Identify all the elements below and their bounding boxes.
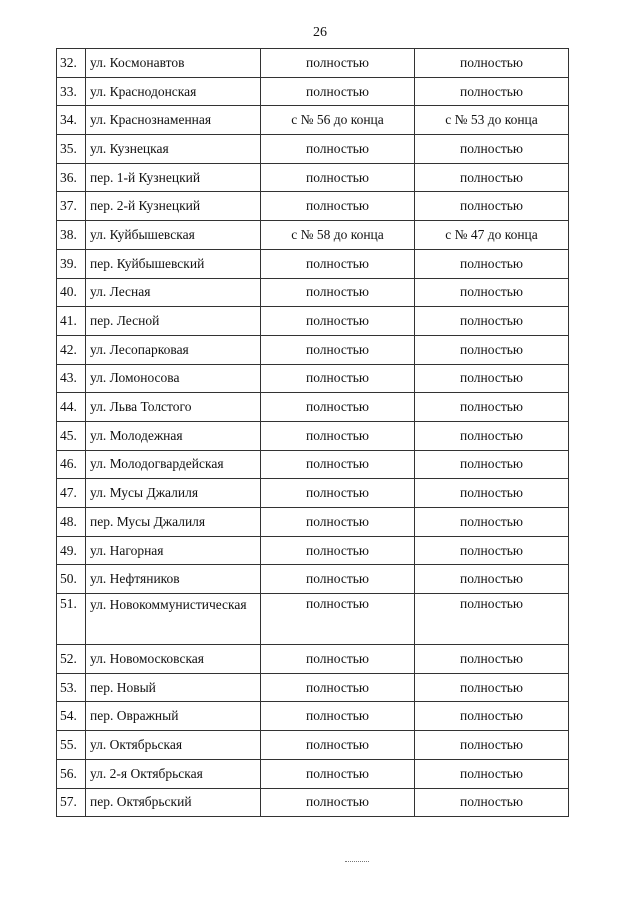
street-name: ул. Мусы Джалиля xyxy=(86,479,261,508)
street-name: пер. Мусы Джалиля xyxy=(86,508,261,537)
table-row xyxy=(57,192,569,221)
odd-side: с № 53 до конца xyxy=(415,106,569,135)
table-row xyxy=(57,278,569,307)
table-row xyxy=(57,759,569,788)
street-name: ул. Куйбышевская xyxy=(86,221,261,250)
odd-side: полностью xyxy=(415,645,569,674)
row-number: 39. xyxy=(57,249,86,278)
even-side: полностью xyxy=(261,135,415,164)
even-side: полностью xyxy=(261,759,415,788)
odd-side: полностью xyxy=(415,702,569,731)
even-side: полностью xyxy=(261,565,415,594)
row-number: 55. xyxy=(57,731,86,760)
row-number: 56. xyxy=(57,759,86,788)
even-side: полностью xyxy=(261,731,415,760)
even-side: полностью xyxy=(261,192,415,221)
row-number: 44. xyxy=(57,393,86,422)
row-number: 34. xyxy=(57,106,86,135)
street-name: ул. Октябрьская xyxy=(86,731,261,760)
even-side: полностью xyxy=(261,788,415,817)
odd-side: полностью xyxy=(415,479,569,508)
odd-side: полностью xyxy=(415,421,569,450)
street-name: ул. Космонавтов xyxy=(86,49,261,78)
odd-side: полностью xyxy=(415,278,569,307)
odd-side: полностью xyxy=(415,673,569,702)
table-row xyxy=(57,335,569,364)
street-name: ул. Лесная xyxy=(86,278,261,307)
row-number: 46. xyxy=(57,450,86,479)
street-name: пер. 2-й Кузнецкий xyxy=(86,192,261,221)
even-side: полностью xyxy=(261,335,415,364)
street-name: ул. Краснодонская xyxy=(86,77,261,106)
table-row xyxy=(57,731,569,760)
street-name: пер. Новый xyxy=(86,673,261,702)
row-number: 45. xyxy=(57,421,86,450)
streets-table-body xyxy=(57,49,569,817)
odd-side: полностью xyxy=(415,335,569,364)
odd-side: полностью xyxy=(415,163,569,192)
table-row xyxy=(57,594,569,645)
row-number: 41. xyxy=(57,307,86,336)
table-row xyxy=(57,450,569,479)
street-name: ул. Лесопарковая xyxy=(86,335,261,364)
odd-side: полностью xyxy=(415,565,569,594)
even-side: полностью xyxy=(261,249,415,278)
even-side: с № 56 до конца xyxy=(261,106,415,135)
even-side: полностью xyxy=(261,479,415,508)
odd-side: полностью xyxy=(415,731,569,760)
even-side: полностью xyxy=(261,421,415,450)
street-name: ул. 2-я Октябрьская xyxy=(86,759,261,788)
odd-side: полностью xyxy=(415,364,569,393)
even-side: полностью xyxy=(261,364,415,393)
odd-side: полностью xyxy=(415,393,569,422)
odd-side: полностью xyxy=(415,307,569,336)
row-number: 43. xyxy=(57,364,86,393)
row-number: 40. xyxy=(57,278,86,307)
street-name: пер. Овражный xyxy=(86,702,261,731)
street-name: пер. Лесной xyxy=(86,307,261,336)
table-row xyxy=(57,135,569,164)
row-number: 37. xyxy=(57,192,86,221)
streets-table xyxy=(56,48,569,817)
street-name: ул. Новокоммунистическая xyxy=(86,594,261,645)
table-row xyxy=(57,645,569,674)
odd-side: полностью xyxy=(415,450,569,479)
even-side: с № 58 до конца xyxy=(261,221,415,250)
street-name: пер. Октябрьский xyxy=(86,788,261,817)
row-number: 48. xyxy=(57,508,86,537)
row-number: 49. xyxy=(57,536,86,565)
table-row xyxy=(57,221,569,250)
row-number: 50. xyxy=(57,565,86,594)
table-row xyxy=(57,673,569,702)
table-row xyxy=(57,788,569,817)
odd-side: полностью xyxy=(415,249,569,278)
street-name: ул. Краснознаменная xyxy=(86,106,261,135)
row-number: 36. xyxy=(57,163,86,192)
even-side: полностью xyxy=(261,307,415,336)
row-number: 38. xyxy=(57,221,86,250)
footer-mark xyxy=(345,861,369,865)
even-side: полностью xyxy=(261,645,415,674)
even-side: полностью xyxy=(261,536,415,565)
street-name: ул. Кузнецкая xyxy=(86,135,261,164)
even-side: полностью xyxy=(261,594,415,645)
even-side: полностью xyxy=(261,702,415,731)
table-row xyxy=(57,77,569,106)
even-side: полностью xyxy=(261,77,415,106)
odd-side: полностью xyxy=(415,759,569,788)
street-name: ул. Молодежная xyxy=(86,421,261,450)
row-number: 35. xyxy=(57,135,86,164)
row-number: 52. xyxy=(57,645,86,674)
table-row xyxy=(57,49,569,78)
table-row xyxy=(57,565,569,594)
table-row xyxy=(57,364,569,393)
table-row xyxy=(57,307,569,336)
row-number: 57. xyxy=(57,788,86,817)
street-name: ул. Льва Толстого xyxy=(86,393,261,422)
table-row xyxy=(57,106,569,135)
odd-side: полностью xyxy=(415,49,569,78)
odd-side: полностью xyxy=(415,135,569,164)
table-row xyxy=(57,393,569,422)
odd-side: полностью xyxy=(415,594,569,645)
even-side: полностью xyxy=(261,49,415,78)
row-number: 42. xyxy=(57,335,86,364)
odd-side: с № 47 до конца xyxy=(415,221,569,250)
table-row xyxy=(57,536,569,565)
table-row xyxy=(57,249,569,278)
row-number: 32. xyxy=(57,49,86,78)
street-name: ул. Молодогвардейская xyxy=(86,450,261,479)
table-row xyxy=(57,479,569,508)
street-name: ул. Нагорная xyxy=(86,536,261,565)
odd-side: полностью xyxy=(415,192,569,221)
street-name: ул. Новомосковская xyxy=(86,645,261,674)
street-name: ул. Нефтяников xyxy=(86,565,261,594)
odd-side: полностью xyxy=(415,508,569,537)
row-number: 54. xyxy=(57,702,86,731)
page-number: 26 xyxy=(313,25,327,40)
row-number: 51. xyxy=(57,594,86,645)
even-side: полностью xyxy=(261,673,415,702)
odd-side: полностью xyxy=(415,77,569,106)
table-row xyxy=(57,421,569,450)
even-side: полностью xyxy=(261,163,415,192)
table-row xyxy=(57,163,569,192)
even-side: полностью xyxy=(261,450,415,479)
street-name: пер. 1-й Кузнецкий xyxy=(86,163,261,192)
even-side: полностью xyxy=(261,278,415,307)
row-number: 33. xyxy=(57,77,86,106)
even-side: полностью xyxy=(261,508,415,537)
odd-side: полностью xyxy=(415,536,569,565)
table-row xyxy=(57,508,569,537)
street-name: ул. Ломоносова xyxy=(86,364,261,393)
odd-side: полностью xyxy=(415,788,569,817)
row-number: 47. xyxy=(57,479,86,508)
even-side: полностью xyxy=(261,393,415,422)
row-number: 53. xyxy=(57,673,86,702)
street-name: пер. Куйбышевский xyxy=(86,249,261,278)
table-row xyxy=(57,702,569,731)
